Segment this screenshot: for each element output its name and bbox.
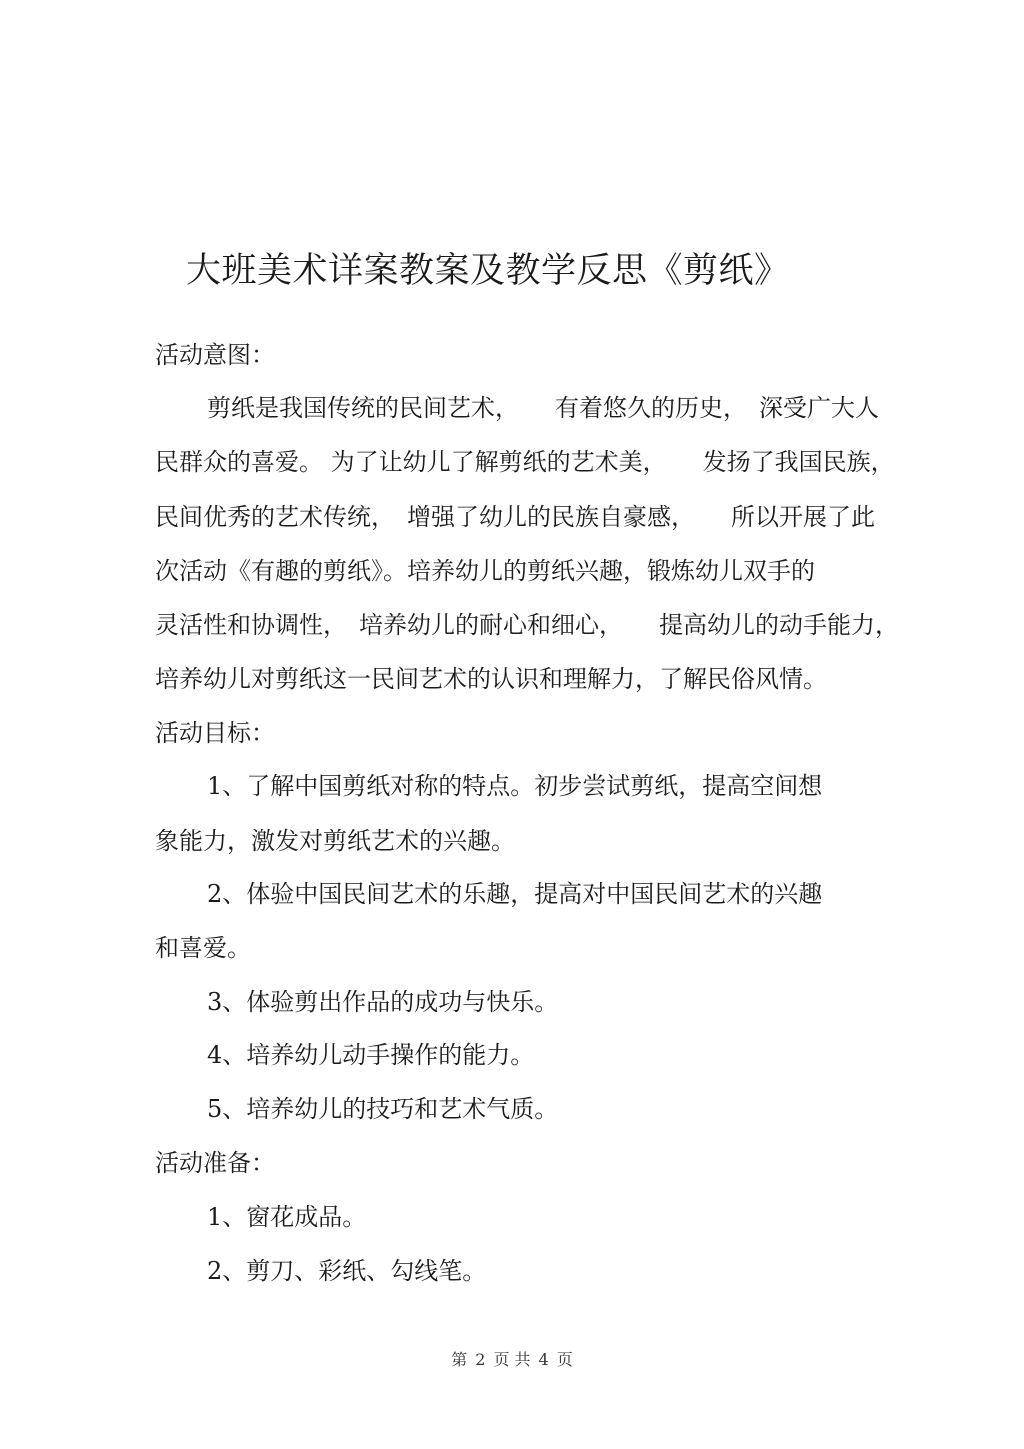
paragraph-line: 剪纸是我国传统的民间艺术， 有着悠久的历史， 深受广大人 xyxy=(207,394,879,422)
paragraph-line: 民群众的喜爱。 为了让幼儿了解剪纸的艺术美， 发扬了我国民族， xyxy=(155,448,895,476)
list-item: 4、培养幼儿动手操作的能力。 xyxy=(207,1041,535,1069)
footer-prefix: 第 xyxy=(451,1350,468,1369)
list-item: 1、了解中国剪纸对称的特点。初步尝试剪纸，提高空间想 xyxy=(207,772,823,800)
list-item: 2、体验中国民间艺术的乐趣，提高对中国民间艺术的兴趣 xyxy=(207,880,823,908)
list-item: 5、培养幼儿的技巧和艺术气质。 xyxy=(207,1095,559,1123)
footer-middle: 页 共 xyxy=(493,1350,531,1369)
list-item: 1、窗花成品。 xyxy=(207,1203,367,1231)
footer-page-number: 2 xyxy=(475,1350,486,1369)
section-heading-intent: 活动意图： xyxy=(155,341,275,369)
list-item-continuation: 象能力，激发对剪纸艺术的兴趣。 xyxy=(155,827,515,855)
paragraph-line: 次活动《有趣的剪纸》。培养幼儿的剪纸兴趣，锻炼幼儿双手的 xyxy=(155,557,815,585)
list-item: 2、剪刀、彩纸、勾线笔。 xyxy=(207,1257,487,1285)
paragraph-line: 灵活性和协调性， 培养幼儿的耐心和细心， 提高幼儿的动手能力， xyxy=(155,611,899,639)
section-heading-goals: 活动目标： xyxy=(155,719,275,747)
list-item-continuation: 和喜爱。 xyxy=(155,934,251,962)
footer-total-pages: 4 xyxy=(538,1350,549,1369)
paragraph-line: 民间优秀的艺术传统， 增强了幼儿的民族自豪感， 所以开展了此 xyxy=(155,503,875,531)
footer-suffix: 页 xyxy=(556,1350,573,1369)
page-footer xyxy=(0,1349,1024,1371)
section-heading-preparation: 活动准备： xyxy=(155,1149,275,1177)
paragraph-line: 培养幼儿对剪纸这一民间艺术的认识和理解力，了解民俗风情。 xyxy=(155,665,827,693)
list-item: 3、体验剪出作品的成功与快乐。 xyxy=(207,988,559,1016)
document-title: 大班美术详案教案及教学反思《剪纸》 xyxy=(186,251,790,291)
